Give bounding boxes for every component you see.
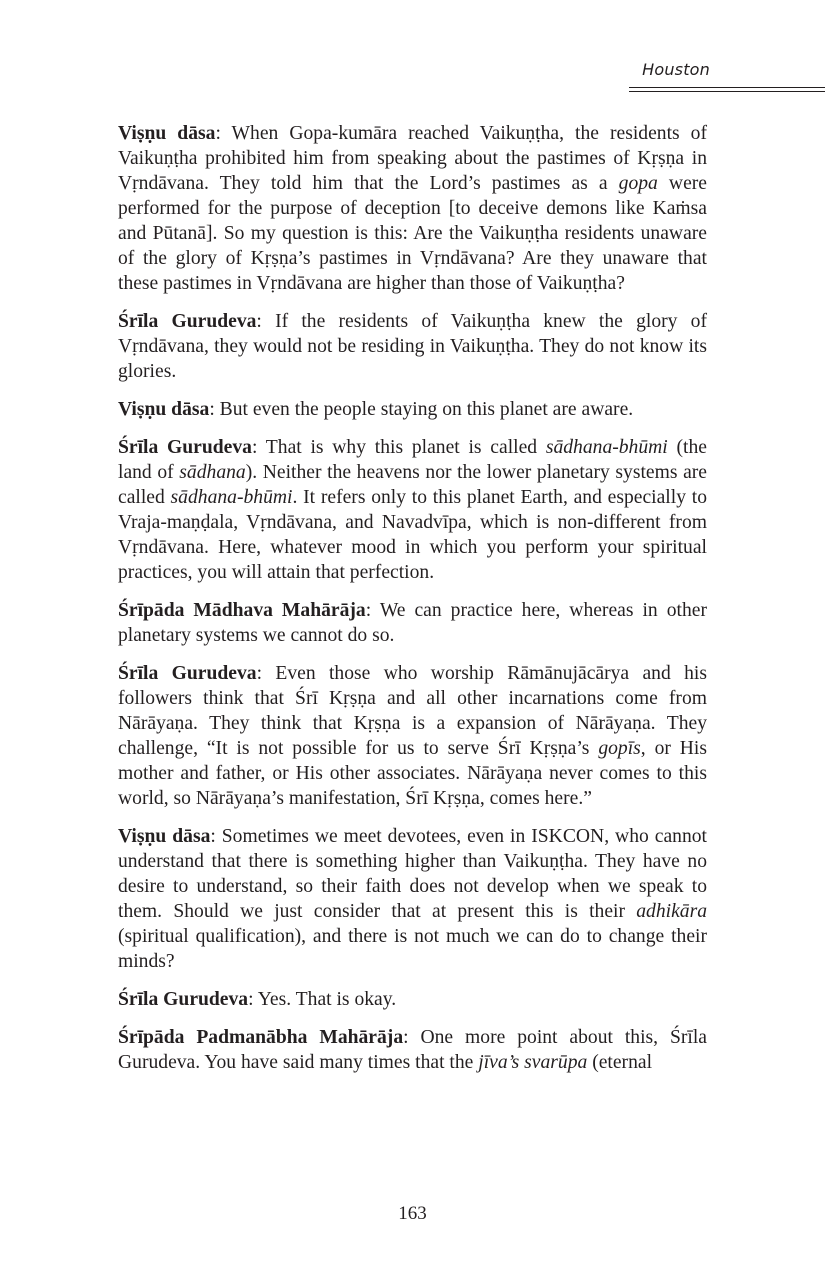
paragraph-text: ). Neither the heavens nor the lower planetary systems are called bbox=[118, 462, 707, 508]
paragraph-text: . It refers only to this planet Earth, and especially to Vraja-maṇḍala, Vṛndāvana, and Navadvīpa, which is non-different from Vṛndāvana. Here, whatever mood in which you perform your spiritual practices, you will attain that perfection. bbox=[118, 487, 707, 583]
paragraph-text: : Even those who worship Rāmānujācārya and his followers think that Śrī Kṛṣṇa and all other incarnations come from Nārāyaṇa. They think that Kṛṣṇa is a expansion of Nārāyaṇa. They challenge, “It is not possible for us to serve Śrī Kṛṣṇa’s bbox=[118, 663, 707, 759]
paragraph-text: : If the residents of Vaikuṇṭha knew the glory of Vṛndāvana, they would not be residing in Vaikuṇṭha. They do not know its glories. bbox=[118, 311, 707, 382]
dialogue-paragraph bbox=[118, 309, 707, 384]
dialogue-paragraph bbox=[118, 824, 707, 974]
paragraph-text: : But even the people staying on this planet are aware. bbox=[209, 399, 634, 420]
paragraph-text: : That is why this planet is called bbox=[251, 437, 546, 458]
speaker-name: Viṣṇu dāsa bbox=[118, 123, 216, 144]
dialogue-paragraph bbox=[118, 598, 707, 648]
paragraph-text: (spiritual qualification), and there is not much we can do to change their minds? bbox=[118, 926, 707, 972]
dialogue-paragraph bbox=[118, 397, 707, 422]
italic-term: adhikāra bbox=[636, 901, 707, 922]
speaker-name: Śrīla Gurudeva bbox=[118, 663, 257, 684]
header-rule-thick bbox=[629, 87, 825, 88]
speaker-name: Viṣṇu dāsa bbox=[118, 399, 210, 420]
italic-term: gopīs bbox=[598, 738, 641, 759]
speaker-name: Viṣṇu dāsa bbox=[118, 826, 211, 847]
italic-term: sādhana-bhūmi bbox=[545, 437, 668, 458]
header-rule-thin bbox=[629, 91, 825, 92]
page-number: 163 bbox=[398, 1203, 427, 1224]
speaker-name: Śrīla Gurudeva bbox=[118, 437, 252, 458]
paragraph-text: : Yes. That is okay. bbox=[248, 989, 397, 1010]
dialogue-paragraph bbox=[118, 121, 707, 296]
paragraph-text: (eternal bbox=[587, 1052, 653, 1073]
dialogue-paragraph bbox=[118, 1025, 707, 1075]
speaker-name: Śrīpāda Padmanābha Mahārāja bbox=[118, 1027, 404, 1048]
speaker-name: Śrīla Gurudeva bbox=[118, 989, 249, 1010]
italic-term: jīva’s svarūpa bbox=[478, 1052, 588, 1073]
running-head: Houston bbox=[642, 60, 710, 79]
paragraph-text: : One more point about this, Śrīla Gurudeva. You have said many times that the bbox=[118, 1027, 707, 1073]
paragraph-text: : Sometimes we meet devotees, even in ISKCON, who cannot understand that there is something higher than Vaikuṇṭha. They have no desire to understand, so their faith does not develop when we speak to them. Should we just consider that at present this is their bbox=[118, 826, 707, 922]
paragraph-text: : We can practice here, whereas in other planetary systems we cannot do so. bbox=[118, 600, 707, 646]
dialogue-paragraph bbox=[118, 987, 707, 1012]
dialogue-paragraph bbox=[118, 661, 707, 811]
italic-term: sādhana bbox=[179, 462, 246, 483]
italic-term: gopa bbox=[618, 173, 658, 194]
paragraph-text: (the land of bbox=[118, 437, 707, 483]
speaker-name: Śrīla Gurudeva bbox=[118, 311, 257, 332]
paragraph-text: , or His mother and father, or His other associates. Nārāyaṇa never comes to this world, so Nārāyaṇa’s manifestation, Śrī Kṛṣṇa, comes here.” bbox=[118, 738, 707, 809]
paragraph-text: : When Gopa-kumāra reached Vaikuṇṭha, the residents of Vaikuṇṭha prohibited him from speaking about the pastimes of Kṛṣṇa in Vṛndāvana. They told him that the Lord’s pastimes as a bbox=[118, 123, 707, 194]
speaker-name: Śrīpāda Mādhava Mahārāja bbox=[118, 600, 366, 621]
body-text bbox=[118, 121, 707, 1088]
italic-term: sādhana-bhūmi bbox=[170, 487, 293, 508]
dialogue-paragraph bbox=[118, 435, 707, 585]
paragraph-text: were performed for the purpose of deception [to deceive demons like Kaṁsa and Pūtanā]. So my question is this: Are the Vaikuṇṭha residents unaware of the glory of Kṛṣṇa’s pastimes in Vṛndāvana? Are they unaware that these pastimes in Vṛndāvana are higher than those of Vaikuṇṭha? bbox=[118, 173, 707, 294]
